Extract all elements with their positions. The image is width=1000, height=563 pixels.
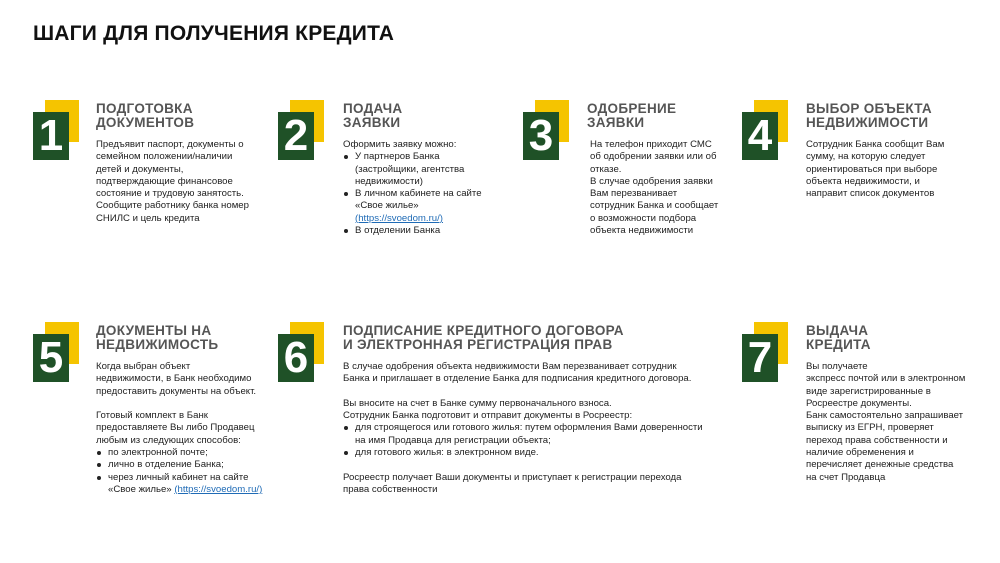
step-5-body bbox=[96, 361, 276, 496]
step-5-para-2: Готовый комплект в Банк предоставляете Вы либо Продавец любым из следующих способов: bbox=[96, 410, 255, 446]
list-item: В личном кабинете на сайте «Свое жилье» (https://svoedom.ru/) bbox=[355, 188, 513, 225]
step-3-number: 3 bbox=[523, 112, 559, 160]
svoedom-link[interactable]: (https://svoedom.ru/) bbox=[174, 483, 263, 495]
step-2-body bbox=[343, 139, 513, 237]
step-2-list bbox=[343, 151, 513, 237]
step-6-list bbox=[343, 422, 728, 459]
step-1-body bbox=[96, 139, 266, 225]
list-item: для строящегося или готового жилья: путем оформления Вами доверенности на имя Продавца для регистрации объекта; bbox=[355, 422, 728, 447]
step-3-text: На телефон приходит СМС об одобрении заявки или об отказе. В случае одобрения заявки Вам перезванивает сотрудник Банка и сообщает о возможности подбора объекта недвижимости bbox=[590, 139, 719, 237]
step-7-body bbox=[806, 361, 991, 484]
page-title: ШАГИ ДЛЯ ПОЛУЧЕНИЯ КРЕДИТА bbox=[33, 22, 395, 45]
step-6-number: 6 bbox=[278, 334, 314, 382]
step-5-number: 5 bbox=[33, 334, 69, 382]
list-item: через личный кабинет на сайте «Свое жилье» (https://svoedom.ru/) bbox=[108, 472, 276, 497]
step-4-badge bbox=[742, 112, 788, 164]
step-6-para-1: В случае одобрения объекта недвижимости Вам перезванивает сотрудник Банка и приглашает в отделение Банка для подписания кредитного договора. bbox=[343, 361, 692, 385]
step-5-para-1: Когда выбран объект недвижимости, в Банк необходимо предоставить документы на объект. bbox=[96, 361, 257, 397]
step-7-text: Вы получаете экспресс почтой или в электронном виде зарегистрированные в Росреестре документы. Банк самостоятельно запрашивает выписку из ЕГРН, проверяет переход права собственности и наличие обременения и перечисляет денежные средства на счет Продавца bbox=[806, 361, 966, 483]
svoedom-link[interactable]: (https://svoedom.ru/) bbox=[355, 212, 443, 224]
step-6-para-2: Вы вносите на счет в Банке сумму первоначального взноса. Сотрудник Банка подготовит и отправит документы в Росреестр: bbox=[343, 397, 633, 422]
step-4-text: Сотрудник Банка сообщит Вам сумму, на которую следует ориентироваться при выборе объекта недвижимости, и направит список документов bbox=[806, 139, 945, 200]
step-1-text: Предъявит паспорт, документы о семейном положении/наличии детей и документы, подтверждающие финансовое состояние и трудовую занятость. Сообщите работнику банка номер СНИЛС и цель кредита bbox=[96, 139, 249, 224]
step-5-title: ДОКУМЕНТЫ НА НЕДВИЖИМОСТЬ bbox=[96, 323, 219, 352]
step-4-title: ВЫБОР ОБЪЕКТА НЕДВИЖИМОСТИ bbox=[806, 101, 932, 130]
step-7-number: 7 bbox=[742, 334, 778, 382]
step-2-number: 2 bbox=[278, 112, 314, 160]
step-1-title: ПОДГОТОВКА ДОКУМЕНТОВ bbox=[96, 101, 195, 130]
step-6-body bbox=[343, 361, 728, 496]
step-6-para-3: Росреестр получает Ваши документы и приступает к регистрации перехода права собственности bbox=[343, 471, 682, 495]
step-6-title: ПОДПИСАНИЕ КРЕДИТНОГО ДОГОВОРА И ЭЛЕКТРОННАЯ РЕГИСТРАЦИЯ ПРАВ bbox=[343, 323, 624, 352]
step-2-title: ПОДАЧА ЗАЯВКИ bbox=[343, 101, 403, 130]
step-5-list bbox=[96, 447, 276, 496]
list-item: по электронной почте; bbox=[108, 447, 276, 459]
step-3-body bbox=[590, 139, 740, 237]
step-4-number: 4 bbox=[742, 112, 778, 160]
step-7-badge bbox=[742, 334, 788, 386]
step-4-body bbox=[806, 139, 976, 200]
list-item: В отделении Банка bbox=[355, 225, 513, 237]
step-1-badge bbox=[33, 112, 79, 164]
step-1-number: 1 bbox=[33, 112, 69, 160]
step-7-title: ВЫДАЧА КРЕДИТА bbox=[806, 323, 871, 352]
step-3-badge bbox=[523, 112, 569, 164]
list-item: для готового жилья: в электронном виде. bbox=[355, 447, 728, 459]
step-2-badge bbox=[278, 112, 324, 164]
step-2-intro: Оформить заявку можно: bbox=[343, 139, 457, 150]
step-6-badge bbox=[278, 334, 324, 386]
step-3-title: ОДОБРЕНИЕ ЗАЯВКИ bbox=[587, 101, 677, 130]
list-item: лично в отделение Банка; bbox=[108, 459, 276, 471]
step-5-badge bbox=[33, 334, 79, 386]
list-item: У партнеров Банка (застройщики, агентства недвижимости) bbox=[355, 151, 513, 188]
